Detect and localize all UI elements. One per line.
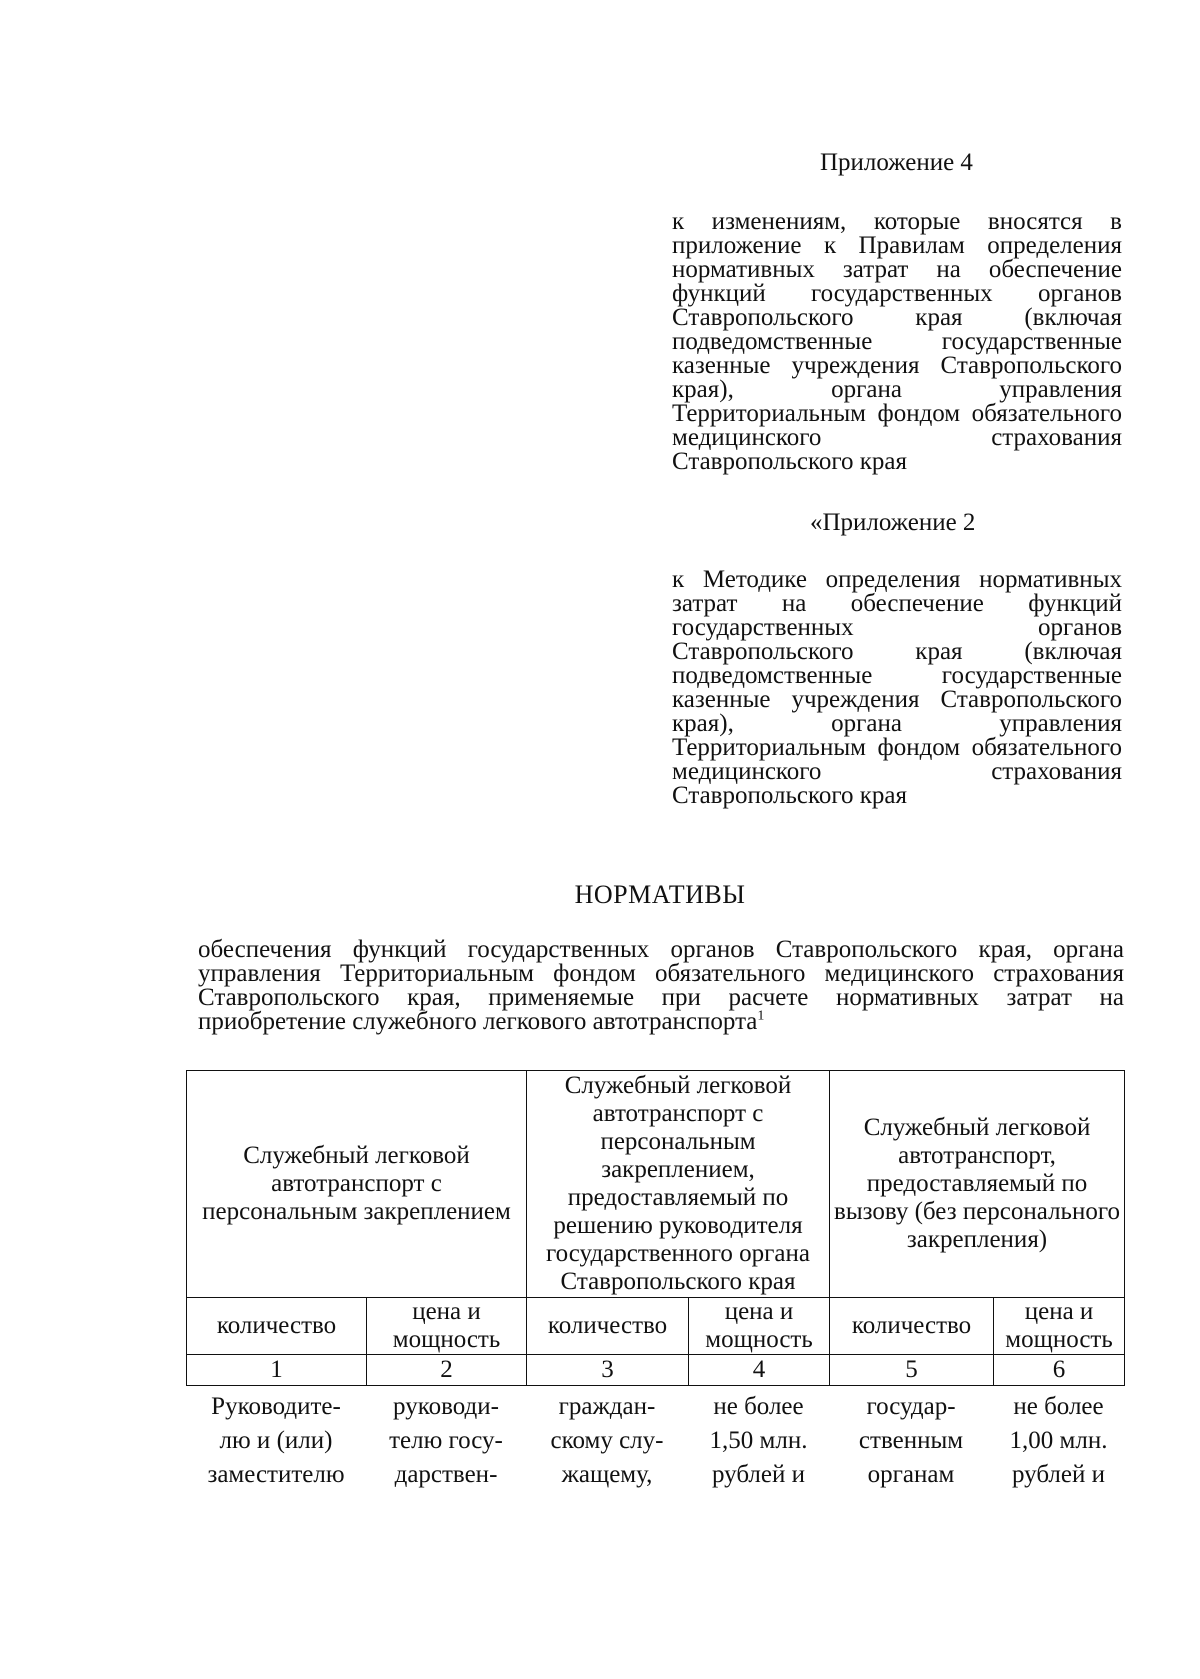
table-cell <box>366 1390 526 1492</box>
column-number: 2 <box>367 1355 527 1386</box>
cell-line: дарствен- <box>394 1461 498 1488</box>
cell-line: рублей и <box>1011 1461 1106 1488</box>
footnote-mark: 1 <box>757 1008 765 1024</box>
group-header-personal-by-decision: Служебный легковой автотранспорт с персональным закреплением, предоставляемый по решению руководителя государственного органа Ставропольского края <box>527 1071 830 1298</box>
table-cell <box>829 1390 993 1492</box>
document-subtitle-text: обеспечения функций государственных органов Ставропольского края, органа управления Территориальным фондом обязательного медицинского страхования Ставропольского края, применяемые при расчете нормативных затрат на приобретение служебного легкового автотранспорта <box>198 936 1124 1035</box>
table-cell <box>993 1390 1124 1492</box>
cell-line: скому слу- <box>550 1427 664 1454</box>
cell-line: ственным <box>858 1427 964 1454</box>
cell-line: Руководите- <box>211 1393 341 1420</box>
methodology-appendix-title: «Приложение 2 <box>810 509 976 536</box>
subheader-price-power: цена и мощность <box>689 1298 830 1355</box>
table-row <box>186 1390 1124 1492</box>
appendix-title: Приложение 4 <box>820 149 973 176</box>
table-column-number-row <box>187 1355 1125 1386</box>
subheader-price-power: цена и мощность <box>994 1298 1125 1355</box>
column-number: 6 <box>994 1355 1125 1386</box>
subheader-quantity: количество <box>187 1298 367 1355</box>
cell-line: рублей и <box>711 1461 806 1488</box>
appendix-text: к изменениям, которые вносятся в приложение к Правилам определения нормативных затрат на обеспечение функций государственных органов Ставропольского края (включая подведомственные государственные казенные учреждения Ставропольского края), органа управления Территориальным фондом обязательного медицинского страхования Ставропольского края <box>672 208 1122 475</box>
methodology-appendix-text: к Методике определения нормативных затрат на обеспечение функций государственных органов Ставропольского края (включая подведомственные государственные казенные учреждения Ставропольского края), органа управления Территориальным фондом обязательного медицинского страхования Ставропольского края <box>672 566 1122 809</box>
cell-line: органам <box>867 1461 955 1488</box>
cell-line: 1,50 млн. <box>709 1427 808 1454</box>
cell-line: жащему, <box>561 1461 653 1488</box>
cell-line: лю и (или) <box>219 1427 333 1454</box>
cell-line: государ- <box>866 1393 956 1420</box>
column-number: 4 <box>689 1355 830 1386</box>
table-cell <box>186 1390 366 1492</box>
cell-line: телю госу- <box>389 1427 503 1454</box>
document-subtitle <box>198 938 1124 1034</box>
cell-line: не более <box>1013 1393 1104 1420</box>
cell-line: граждан- <box>558 1393 656 1420</box>
cell-line: 1,00 млн. <box>1009 1427 1108 1454</box>
column-number: 3 <box>527 1355 689 1386</box>
cell-line: заместителю <box>207 1461 345 1488</box>
column-number: 1 <box>187 1355 367 1386</box>
document-title: НОРМАТИВЫ <box>574 880 746 909</box>
table-cell <box>526 1390 688 1492</box>
subheader-quantity: количество <box>830 1298 994 1355</box>
norms-table <box>186 1070 1125 1386</box>
group-header-on-call: Служебный легковой автотранспорт, предоставляемый по вызову (без персонального закрепления) <box>830 1071 1125 1298</box>
table-group-header-row <box>187 1071 1125 1298</box>
group-header-personal: Служебный легковой автотранспорт с персональным закреплением <box>187 1071 527 1298</box>
cell-line: не более <box>713 1393 804 1420</box>
subheader-price-power: цена и мощность <box>367 1298 527 1355</box>
table-cell <box>688 1390 829 1492</box>
cell-line: руководи- <box>393 1393 499 1420</box>
subheader-quantity: количество <box>527 1298 689 1355</box>
table-subheader-row <box>187 1298 1125 1355</box>
column-number: 5 <box>830 1355 994 1386</box>
